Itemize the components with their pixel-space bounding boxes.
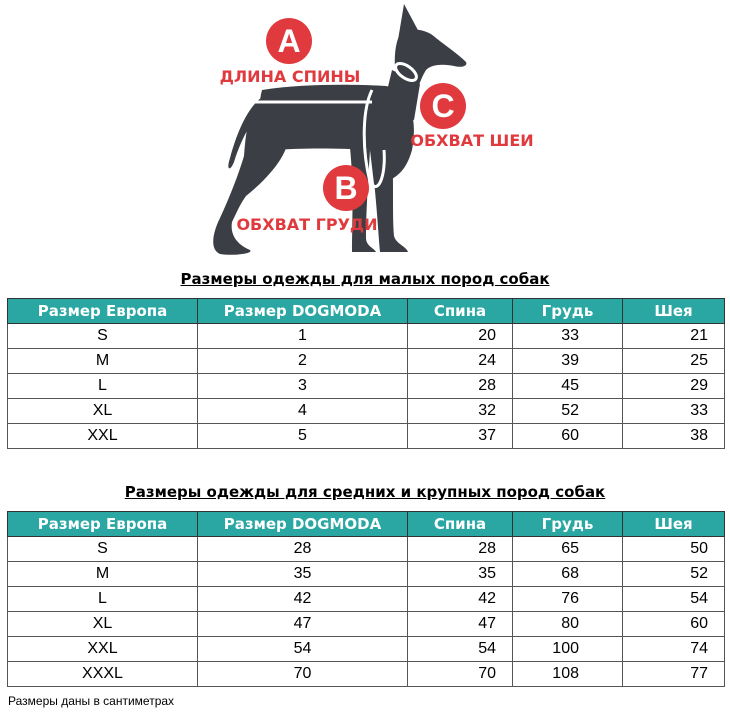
label-neck-girth: ОБХВАТ ШЕИ	[410, 131, 534, 150]
table-cell: 54	[198, 637, 408, 662]
table-cell: 47	[408, 612, 513, 637]
table-cell: 68	[513, 562, 623, 587]
table-cell: 108	[513, 662, 623, 687]
table-cell: 24	[408, 349, 513, 374]
table-row	[8, 562, 725, 587]
table-row	[8, 612, 725, 637]
column-header: Спина	[408, 512, 513, 537]
small-breeds-size-table	[7, 298, 725, 449]
table-cell: XL	[8, 612, 198, 637]
table-cell: 33	[513, 324, 623, 349]
table-cell: 39	[513, 349, 623, 374]
table-cell: 77	[623, 662, 725, 687]
table-cell: 54	[623, 587, 725, 612]
column-header: Грудь	[513, 512, 623, 537]
table-cell: XXXL	[8, 662, 198, 687]
badge-a-letter: A	[277, 23, 301, 59]
table-cell: 52	[623, 562, 725, 587]
table-cell: 20	[408, 324, 513, 349]
table-cell: 70	[408, 662, 513, 687]
table-cell: 50	[623, 537, 725, 562]
label-back-length: ДЛИНА СПИНЫ	[219, 67, 361, 86]
table-cell: 45	[513, 374, 623, 399]
table-cell: 28	[408, 537, 513, 562]
column-header: Размер DOGMODA	[198, 512, 408, 537]
table-cell: 33	[623, 399, 725, 424]
table-row	[8, 399, 725, 424]
table-cell: 52	[513, 399, 623, 424]
table-cell: 32	[408, 399, 513, 424]
table-cell: 54	[408, 637, 513, 662]
table-row	[8, 374, 725, 399]
table-cell: 1	[198, 324, 408, 349]
label-chest-girth: ОБХВАТ ГРУДИ	[236, 215, 378, 234]
table-row	[8, 587, 725, 612]
table-cell: 42	[198, 587, 408, 612]
table-cell: 28	[408, 374, 513, 399]
column-header: Размер Европа	[8, 299, 198, 324]
table-row	[8, 349, 725, 374]
table-cell: S	[8, 537, 198, 562]
table-cell: 21	[623, 324, 725, 349]
badge-c	[420, 83, 466, 129]
table-row	[8, 537, 725, 562]
large-breeds-title: Размеры одежды для средних и крупных пород собак	[124, 483, 606, 501]
column-header: Размер DOGMODA	[198, 299, 408, 324]
table-cell: XXL	[8, 424, 198, 449]
table-cell: 35	[198, 562, 408, 587]
dog-measurement-diagram	[0, 0, 730, 262]
table-cell: 74	[623, 637, 725, 662]
badge-b	[323, 165, 369, 211]
table-header-row	[8, 299, 725, 324]
table-cell: 60	[513, 424, 623, 449]
table-row	[8, 662, 725, 687]
table-cell: L	[8, 587, 198, 612]
table-row	[8, 637, 725, 662]
table-cell: 100	[513, 637, 623, 662]
table-cell: 60	[623, 612, 725, 637]
table-cell: 70	[198, 662, 408, 687]
table-cell: 2	[198, 349, 408, 374]
table-cell: 42	[408, 587, 513, 612]
column-header: Шея	[623, 299, 725, 324]
table-cell: 28	[198, 537, 408, 562]
column-header: Грудь	[513, 299, 623, 324]
table-cell: 3	[198, 374, 408, 399]
table-cell: M	[8, 562, 198, 587]
table-row	[8, 324, 725, 349]
badge-c-letter: C	[431, 88, 455, 124]
table-cell: 37	[408, 424, 513, 449]
table-cell: 47	[198, 612, 408, 637]
table-cell: 65	[513, 537, 623, 562]
column-header: Размер Европа	[8, 512, 198, 537]
table-cell: 25	[623, 349, 725, 374]
table-cell: XL	[8, 399, 198, 424]
badge-b-letter: B	[334, 170, 358, 206]
table-cell: 38	[623, 424, 725, 449]
table-cell: XXL	[8, 637, 198, 662]
table-header-row	[8, 512, 725, 537]
table-cell: 76	[513, 587, 623, 612]
column-header: Шея	[623, 512, 725, 537]
table-cell: 29	[623, 374, 725, 399]
large-breeds-size-table	[7, 511, 725, 687]
table-cell: 80	[513, 612, 623, 637]
table-cell: S	[8, 324, 198, 349]
badge-a	[266, 18, 312, 64]
table-cell: L	[8, 374, 198, 399]
table-cell: 35	[408, 562, 513, 587]
table-cell: 5	[198, 424, 408, 449]
small-breeds-title: Размеры одежды для малых пород собак	[180, 270, 550, 288]
table-cell: 4	[198, 399, 408, 424]
table-cell: M	[8, 349, 198, 374]
footnote: Размеры даны в сантиметрах	[8, 694, 175, 708]
column-header: Спина	[408, 299, 513, 324]
table-row	[8, 424, 725, 449]
